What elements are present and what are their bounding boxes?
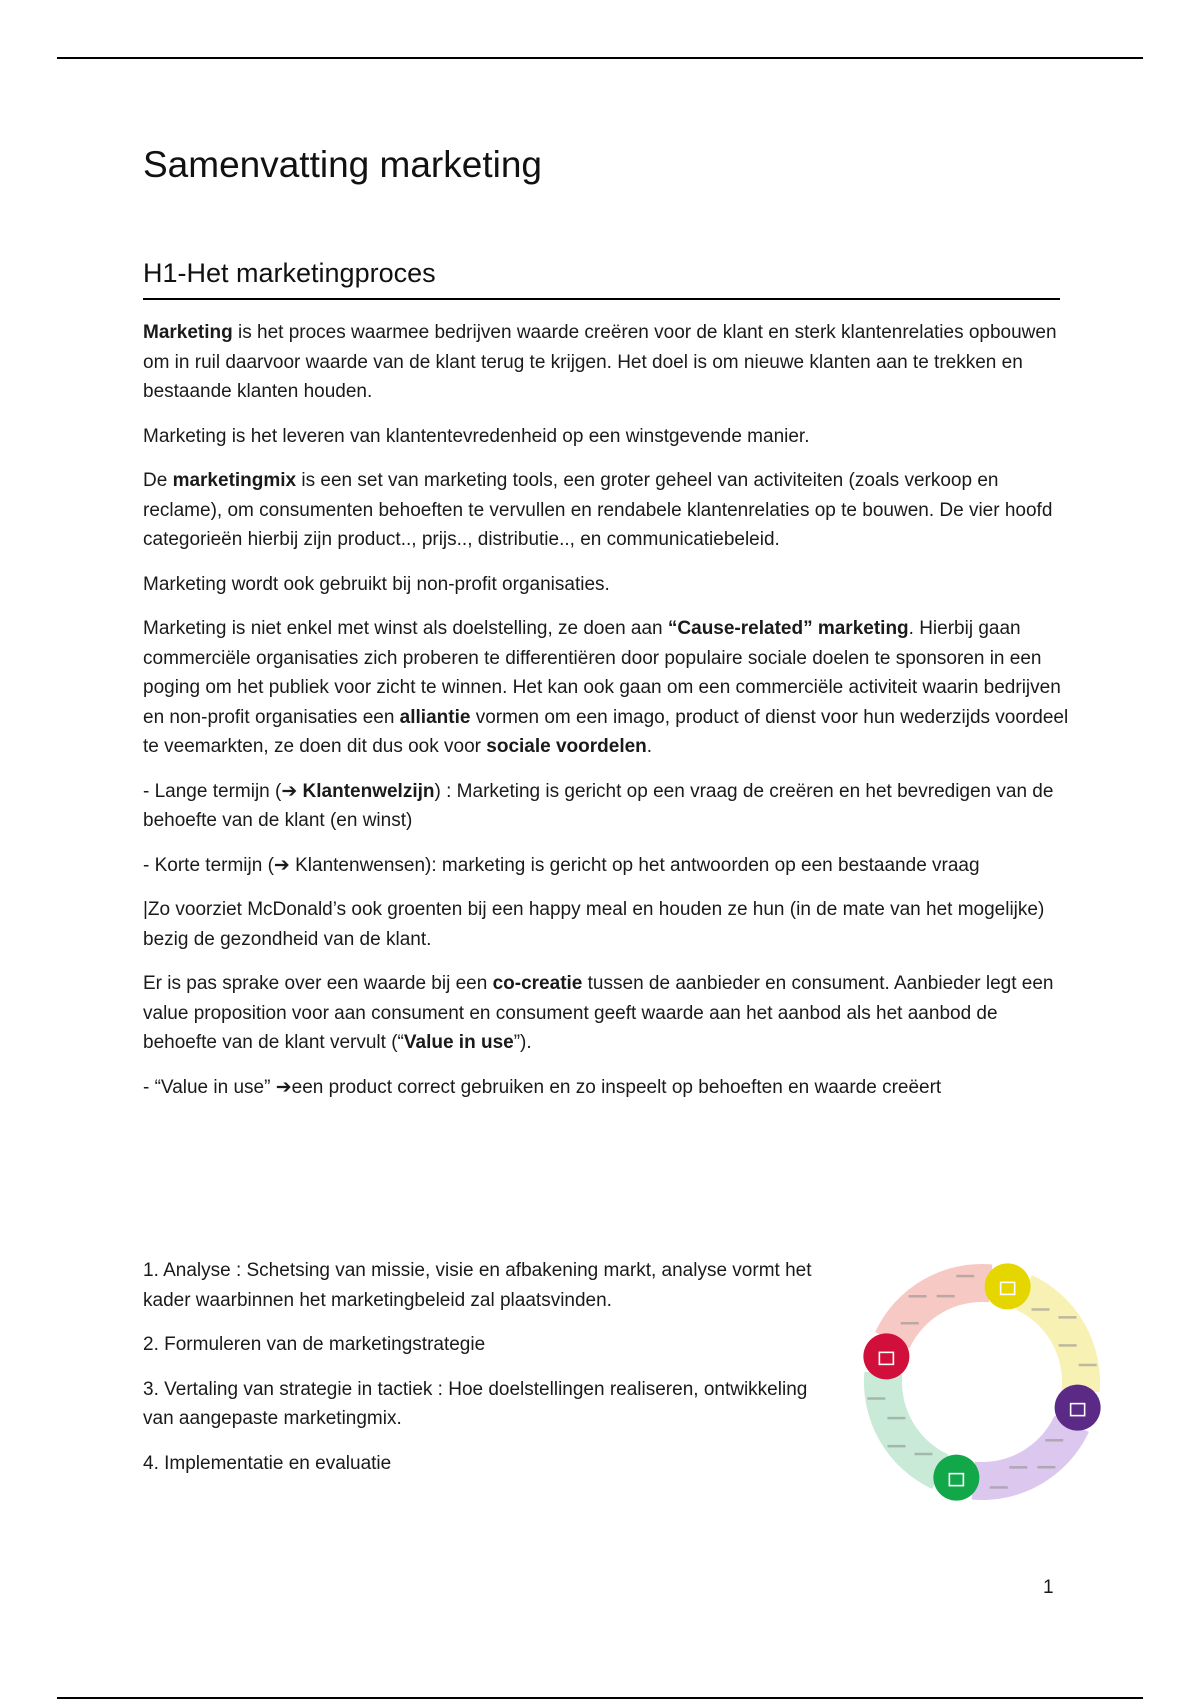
text-run: is een set van marketing tools, een groter geheel van activiteiten (zoals verkoop en reclame), om consumenten behoeften te vervullen en rendabele klantenrelaties op te bouwen. De vier hoofd categorieën hierbij zijn product.., prijs.., distributie.., en communicatiebeleid. [143,470,1053,550]
chess-piece-icon [1055,1385,1101,1431]
body-paragraph [143,895,1073,954]
binoculars-icon [985,1263,1031,1309]
text-run: ”). [513,1032,532,1053]
chart-icon [863,1333,909,1379]
puzzle-icon [933,1455,979,1501]
text-run: - Lange termijn ( [143,780,282,802]
body-paragraph [143,777,1073,836]
text-run: Klantenwensen): marketing is gericht op het antwoorden op een bestaande vraag [289,854,980,876]
page-number: 1 [1043,1577,1054,1598]
text-run: . Hierbij gaan commerciële organisaties zich proberen te differentiëren door populaire sociale doelen te sponsoren in een poging om het publiek voor zicht te winnen. Het kan ook gaan om een commerciële activiteit waarin bedrijven en non-profit organisaties een [143,618,1061,728]
cycle-label-placeholder [901,1322,919,1325]
text-run: vormen om een imago, product of dienst voor hun wederzijds voordeel te veemarkten, ze doen dit dus ook voor [143,706,1069,757]
body-paragraph [143,969,1073,1058]
cycle-label-placeholder [909,1295,927,1298]
text-run: tussen de aanbieder en consument. Aanbieder legt een value proposition voor aan consument en consument geeft waarde aan het aanbod als het aanbod de behoefte van de klant vervult (“ [143,973,1054,1053]
page-top-rule [57,57,1143,59]
bold-term: “Cause-related” marketing [667,618,909,639]
body-paragraph [143,1073,1073,1103]
cycle-label-placeholder [937,1295,955,1298]
bold-term: ➔ [275,1076,292,1098]
cycle-label-placeholder [887,1417,905,1420]
cycle-label-placeholder [1037,1466,1055,1469]
process-step: 3. Vertaling van strategie in tactiek : Hoe doelstellingen realiseren, ontwikkeling van aangepaste marketingmix. [143,1378,808,1429]
cycle-label-placeholder [1079,1364,1097,1367]
text-run: ) : Marketing is gericht op een vraag de creëren en het bevredigen van de behoefte van de klant (en winst) [143,780,1054,831]
bold-term: ➔ Klantenwelzijn [281,780,435,802]
text-run: is het proces waarmee bedrijven waarde creëren voor de klant en sterk klantenrelaties opbouwen om in ruil daarvoor waarde van de klant terug te krijgen. Het doel is om nieuwe klanten aan te trekken en bestaande klanten houden. [143,322,1057,402]
body-paragraph [143,851,1073,881]
body-paragraph [143,614,1073,762]
process-step: 4. Implementatie en evaluatie [143,1452,392,1474]
bold-term: Marketing [143,322,233,343]
cycle-label-placeholder [914,1453,932,1456]
body-paragraph [143,570,1073,600]
bold-term: marketingmix [172,470,297,491]
text-run: De [143,470,173,491]
cycle-label-placeholder [1032,1308,1050,1311]
bold-term: co-creatie [492,973,583,994]
bold-term: sociale voordelen [486,736,647,757]
text-run: Marketing is niet enkel met winst als doelstelling, ze doen aan [143,618,668,639]
bold-term: ➔ [273,854,290,876]
text-run: Marketing is het leveren van klantentevredenheid op een winstgevende manier. [143,425,810,447]
section-body [143,318,1073,1117]
text-run: - “Value in use” [143,1076,276,1098]
text-run: - Korte termijn ( [143,854,274,876]
process-step: 2. Formuleren van de marketingstrategie [143,1334,486,1355]
cycle-label-placeholder [990,1486,1008,1489]
cycle-label-placeholder [956,1275,974,1278]
process-steps [143,1256,823,1493]
cycle-label-placeholder [1009,1466,1027,1469]
marketing-process-cycle-image [850,1250,1115,1515]
process-step: 1. Analyse : Schetsing van missie, visie en afbakening markt, analyse vormt het kader waarbinnen het marketingbeleid zal plaatsvinden. [143,1260,812,1311]
section-heading-rule [143,298,1060,300]
text-run: |Zo voorziet McDonald’s ook groenten bij een happy meal en houden ze hun (in de mate van het mogelijke) bezig de gezondheid van de klant. [143,899,1045,950]
cycle-label-placeholder [1059,1344,1077,1347]
body-paragraph [143,466,1073,555]
bold-term: Value in use [403,1032,514,1053]
cycle-label-placeholder [1058,1316,1076,1319]
body-paragraph [143,318,1073,407]
page-bottom-rule [57,1697,1143,1699]
cycle-label-placeholder [1045,1439,1063,1442]
cycle-label-placeholder [867,1397,885,1400]
document-title: Samenvatting marketing [143,144,542,185]
bold-term: alliantie [399,706,471,728]
cycle-label-placeholder [888,1445,906,1448]
text-run: een product correct gebruiken en zo inspeelt op behoeften en waarde creëert [291,1076,942,1098]
body-paragraph [143,422,1073,452]
text-run: . [646,736,653,757]
text-run: Er is pas sprake over een waarde bij een [143,973,493,994]
text-run: Marketing wordt ook gebruikt bij non-profit organisaties. [143,573,610,595]
section-heading: H1-Het marketingproces [143,258,436,288]
